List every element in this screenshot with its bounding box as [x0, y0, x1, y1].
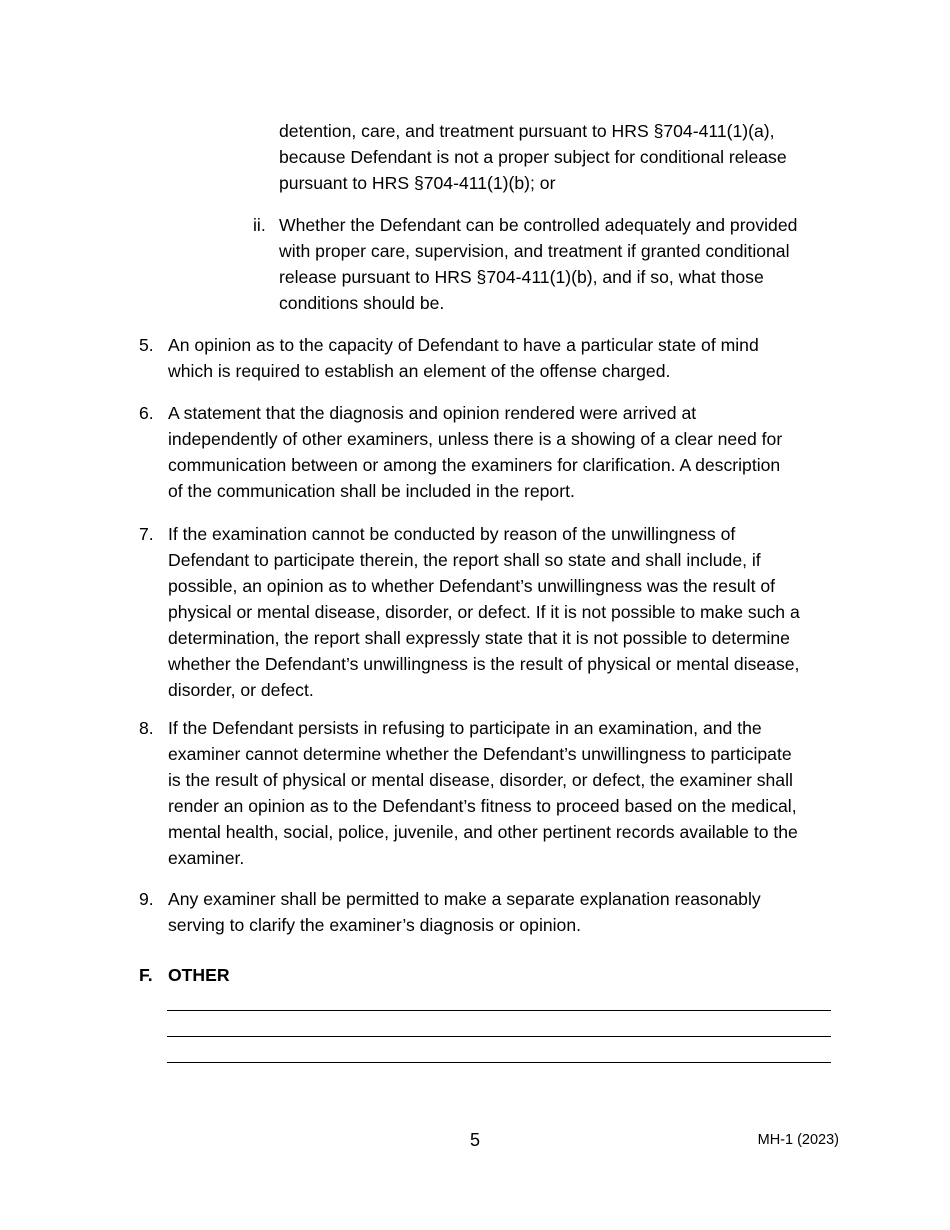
other-fill-line-3[interactable]: [167, 1062, 831, 1063]
list-item-text: A statement that the diagnosis and opinion rendered were arrived at independently of other examiners, unless there is a showing of a clear need for communication between or among the examiners for clarification. A description of the communication shall be included in the report.: [168, 403, 783, 501]
list-item-8: [139, 715, 849, 871]
sub-item-continuation-text: detention, care, and treatment pursuant to HRS §704-411(1)(a), because Defendant is not a proper subject for conditional release pursuant to HRS §704-411(1)(b); or: [279, 121, 787, 193]
sub-item-ii: [253, 212, 853, 316]
section-f-letter: F.: [139, 965, 153, 985]
sub-item-ii-marker: ii.: [253, 215, 266, 235]
sub-item-continuation: [279, 118, 839, 196]
sub-item-ii-text: Whether the Defendant can be controlled adequately and provided with proper care, supervision, and treatment if granted conditional release pursuant to HRS §704-411(1)(b), and if so, what those conditions should be.: [279, 215, 798, 313]
list-item-number: 7.: [139, 524, 154, 544]
list-item-number: 6.: [139, 403, 154, 423]
list-item-6: [139, 400, 849, 504]
section-f-heading: [139, 962, 539, 988]
list-item-5: [139, 332, 849, 384]
section-f-label: OTHER: [168, 965, 230, 985]
list-item-text: If the examination cannot be conducted by reason of the unwillingness of Defendant to participate therein, the report shall so state and shall include, if possible, an opinion as to whether Defendant’s unwillingness was the result of physical or mental disease, disorder, or defect. If it is not possible to make such a determination, the report shall expressly state that it is not possible to determine whether the Defendant’s unwillingness is the result of physical or mental disease, disorder, or defect.: [168, 524, 800, 700]
list-item-text: An opinion as to the capacity of Defendant to have a particular state of mind which is required to establish an element of the offense charged.: [168, 335, 759, 381]
list-item-7: [139, 521, 849, 703]
form-id: MH-1 (2023): [757, 1132, 839, 1148]
other-fill-line-1[interactable]: [167, 1010, 831, 1011]
list-item-text: Any examiner shall be permitted to make a separate explanation reasonably serving to clarify the examiner’s diagnosis or opinion.: [168, 889, 761, 935]
page-number: 5: [469, 1130, 480, 1150]
list-item-number: 9.: [139, 889, 154, 909]
other-fill-line-2[interactable]: [167, 1036, 831, 1037]
list-item-number: 8.: [139, 718, 154, 738]
list-item-text: If the Defendant persists in refusing to participate in an examination, and the examiner cannot determine whether the Defendant’s unwillingness to participate is the result of physical or mental disease, disorder, or defect, the examiner shall render an opinion as to the Defendant’s fitness to proceed based on the medical, mental health, social, police, juvenile, and other pertinent records available to the examiner.: [168, 718, 798, 868]
list-item-9: [139, 886, 849, 938]
list-item-number: 5.: [139, 335, 154, 355]
